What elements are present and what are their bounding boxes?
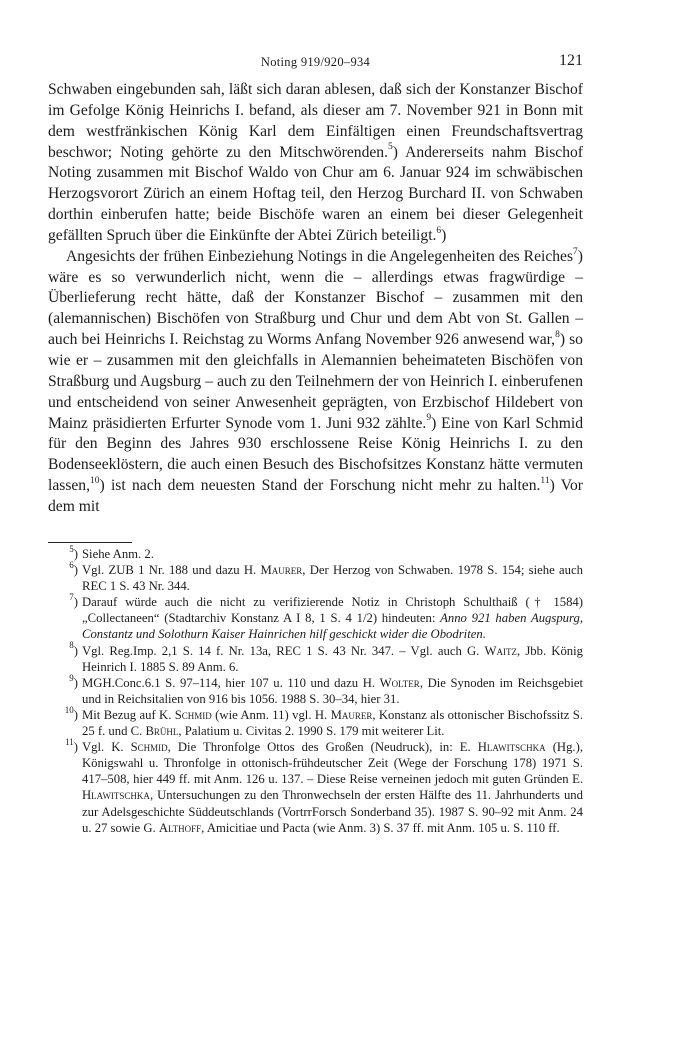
footnote-number: $^6$) (69, 559, 78, 578)
footnote-10: $^{10}$) Mit Bezug auf K. Schmid (wie Anm. 11) vgl. H. Maurer, Konstanz als ottonischer Bischofssitz S. 25 f. und C. Brühl, Palatium u. Civitas 2. 1990 S. 179 mit weiterer Lit. (48, 707, 583, 739)
footnote-number: $^{11}$) (65, 736, 78, 755)
paragraph-1-text-3: ) (441, 226, 447, 244)
footnote-ref-9: 9 (426, 413, 432, 424)
paragraph-2-text-4: ) Eine von Karl Schmid für den Beginn des Jahres 930 erschlossene Reise König Heinrichs I. zu den Bodenseeklöstern, die auch einen Besuch des Bischofsitzes Konstanz hätte vermuten lassen, (48, 414, 583, 495)
footnote-ref-6: 6 (436, 225, 442, 236)
paragraph-1-text-2: ) Andererseits nahm Bischof Noting zusammen mit Bischof Waldo von Chur am 6. Januar 924 im schwäbischen Herzogsvorort Zürich an einem Hoftag teil, den Herzog Burchard II. von Schwaben dorthin einberufen hatte; beide Bischöfe waren an einem bei dieser Gelegenheit gefällten Spruch über die Einkünfte der Abtei Zürich beteiligt. (48, 143, 583, 244)
footnote-8: $^8$) Vgl. Reg.Imp. 2,1 S. 14 f. Nr. 13a, REC 1 S. 43 Nr. 347. – Vgl. auch G. Waitz, Jbb. König Heinrich I. 1885 S. 89 Anm. 6. (48, 643, 583, 675)
footnote-ref-10: 10 (90, 475, 100, 486)
footnote-11: $^{11}$) Vgl. K. Schmid, Die Thronfolge Ottos des Großen (Neudruck), in: E. Hlawitschka (Hg.), Königswahl u. Thronfolge in ottonisch-frühdeutscher Zeit (Wege der Forschung 178) 1971 S. 417–508, hier 449 ff. mit Anm. 126 u. 137. – Diese Reise verneinen jedoch mit guten Gründen E. Hlawitschka, Untersuchungen zu den Thronwechseln der ersten Hälfte des 11. Jahrhunderts und zur Adelsgeschichte Süddeutschlands (VortrrForsch Sonderband 35). 1987 S. 90–92 mit Anm. 24 u. 27 sowie G. Althoff, Amicitiae und Pacta (wie Anm. 3) S. 37 ff. mit Anm. 105 u. S. 110 ff. (48, 739, 583, 836)
author-name: Althoff (158, 820, 202, 835)
footnote-ref-7: 7 (573, 246, 578, 257)
author-name: Hlawitschka (477, 740, 546, 755)
paragraph-2-text-1: Angesichts der frühen Einbeziehung Notings in die Angelegenheiten des Reiches (66, 247, 574, 265)
footnote-ref-11: 11 (540, 475, 550, 486)
footnote-number: $^7$) (69, 592, 78, 610)
footnote-ref-8: 8 (555, 329, 560, 340)
footnote-9: $^9$) MGH.Conc.6.1 S. 97–114, hier 107 u. 110 und dazu H. Wolter, Die Synoden im Reichsgebiet und in Reichsitalien von 916 bis 1056. 1988 S. 30–34, hier 31. (48, 675, 583, 707)
paragraph-1 (48, 80, 583, 247)
author-name: Wolter (379, 675, 420, 690)
author-name: Schmid (130, 740, 168, 755)
footnote-number: $^9$) (69, 672, 78, 690)
running-head: Noting 919/920–934 (260, 55, 371, 69)
page-header (48, 53, 583, 73)
author-name: Maurer (260, 563, 303, 578)
footnote-6: $^6$) Vgl. ZUB 1 Nr. 188 und dazu H. Maurer, Der Herzog von Schwaben. 1978 S. 154; siehe auch REC 1 S. 43 Nr. 344. (48, 562, 583, 594)
footnote-5: $^5$) Siehe Anm. 2. (48, 546, 583, 562)
paragraph-1-text-1: Schwaben eingebunden sah, läßt sich daran ablesen, daß sich der Konstanzer Bischof im Gefolge König Heinrichs I. befand, als dieser am 7. November 921 in Bonn mit dem westfränkischen König Karl dem Einfältigen einen Freundschaftsvertrag beschwor; Noting gehörte zu den Mitschwörenden. (48, 81, 583, 161)
author-name: Schmid (174, 707, 212, 722)
author-name: Hlawitschka (82, 788, 150, 803)
footnote-7: $^7$) Darauf würde auch die nicht zu verifizierende Notiz in Christoph Schulthaiß († 1584) „Collectaneen“ (Stadtarchiv Konstanz A I 8, 1 S. 4 1/2) hindeuten: Anno 921 haben Augspurg, Constantz und Solothurn Kaiser Hainrichen hilf geschickt wider die Obodriten. (48, 594, 583, 642)
author-name: Waitz (484, 643, 517, 658)
paragraph-2-text-2: ) wäre es so verwunderlich nicht, wenn die – allerdings etwas fragwürdige – Überlieferung recht hätte, daß der Konstanzer Bischof – zusammen mit den (alemannischen) Bischöfen von Straßburg und Chur und dem Abt von St. Gallen – auch bei Heinrichs I. Reichstag zu Worms Anfang November 926 anwesend war, (48, 247, 583, 349)
footnotes (48, 543, 584, 836)
footnote-number: $^5$) (69, 543, 78, 561)
author-name: Brühl (145, 724, 179, 739)
quotation: Anno 921 haben Augspurg, Constantz und Solothurn Kaiser Hainrichen hilf geschickt wider die Obodriten. (82, 611, 583, 642)
paragraph-2-text-5: ) ist nach dem neuesten Stand der Forschung nicht mehr zu halten. (99, 477, 541, 495)
footnote-number: $^8$) (69, 640, 78, 658)
author-name: Maurer (330, 707, 373, 722)
footnote-ref-5: 5 (388, 142, 393, 153)
footnote-separator (48, 542, 132, 543)
footnote-number: $^{10}$) (64, 704, 78, 722)
page-number: 121 (559, 52, 583, 69)
body-text (48, 80, 583, 518)
paragraph-2-text-3: ) so wie er – zusammen mit den gleichfalls in Alemannien beheimateten Bischöfen von Straßburg und Augsburg – auch zu den Teilnehmern der von Heinrich I. einberufenen und entscheidend von seiner Anwesenheit geprägten, von Erzbischof Hildebert von Mainz präsidierten Erfurter Synode vom 1. Juni 932 zählte. (48, 331, 583, 432)
paragraph-2 (48, 247, 583, 518)
paragraph-2-text-6: ) Vor dem mit (48, 477, 583, 515)
